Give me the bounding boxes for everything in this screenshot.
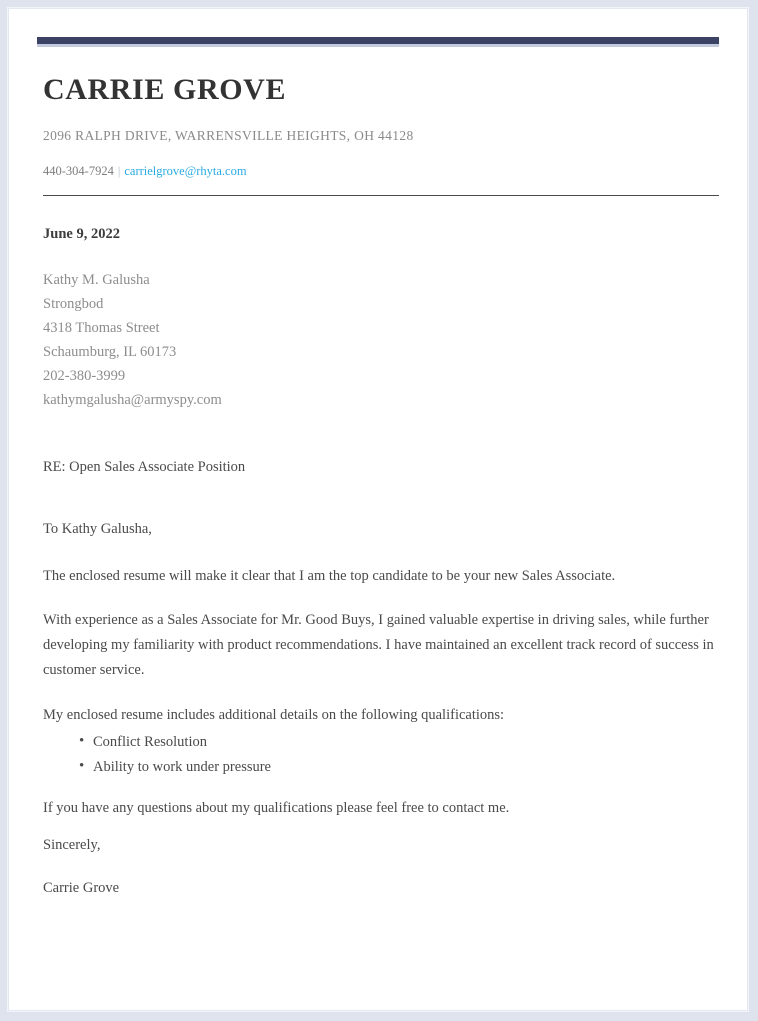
sign-off: Sincerely, xyxy=(43,837,101,854)
recipient-name: Kathy M. Galusha xyxy=(43,272,150,288)
sender-name: CARRIE GROVE xyxy=(43,73,287,106)
recipient-company: Strongbod xyxy=(43,295,104,312)
closing-paragraph: If you have any questions about my qualifications please feel free to contact me. xyxy=(43,800,510,817)
body-paragraph-1: The enclosed resume will make it clear that I am the top candidate to be your new Sales Associate. xyxy=(43,567,616,584)
qualifications-intro: My enclosed resume includes additional details on the following qualifications: xyxy=(43,707,505,724)
recipient-city-state-zip: Schaumburg, IL 60173 xyxy=(43,343,177,360)
letter-content xyxy=(9,9,747,897)
letter-date: June 9, 2022 xyxy=(43,226,120,242)
list-item: • Ability to work under pressure xyxy=(79,755,719,780)
qualifications-list xyxy=(43,730,719,780)
salutation: To Kathy Galusha, xyxy=(43,520,152,537)
letter-body xyxy=(43,226,719,897)
recipient-street: 4318 Thomas Street xyxy=(43,319,160,336)
sender-email-link[interactable]: carrielgrove@rhyta.com xyxy=(124,164,247,178)
letter-page xyxy=(8,8,748,1011)
recipient-phone: 202-380-3999 xyxy=(43,367,126,384)
header-divider xyxy=(43,195,719,196)
sender-phone: 440-304-7924 xyxy=(43,164,114,178)
list-item: • Conflict Resolution xyxy=(79,730,719,755)
subject-line: RE: Open Sales Associate Position xyxy=(43,458,246,475)
contact-separator: | xyxy=(117,164,121,178)
recipient-email: kathymgalusha@armyspy.com xyxy=(43,391,222,408)
recipient-block xyxy=(43,269,719,413)
sender-address: 2096 RALPH DRIVE, WARRENSVILLE HEIGHTS, OH 44128 xyxy=(43,128,414,143)
body-paragraph-2: With experience as a Sales Associate for Mr. Good Buys, I gained valuable expertise in driving sales, while further developing my familiarity with product recommendations. I have maintained an excellent track record of success in customer service. xyxy=(43,612,714,679)
header-accent-bar xyxy=(37,37,719,47)
signature-name: Carrie Grove xyxy=(43,880,120,897)
sender-contact xyxy=(43,164,719,179)
